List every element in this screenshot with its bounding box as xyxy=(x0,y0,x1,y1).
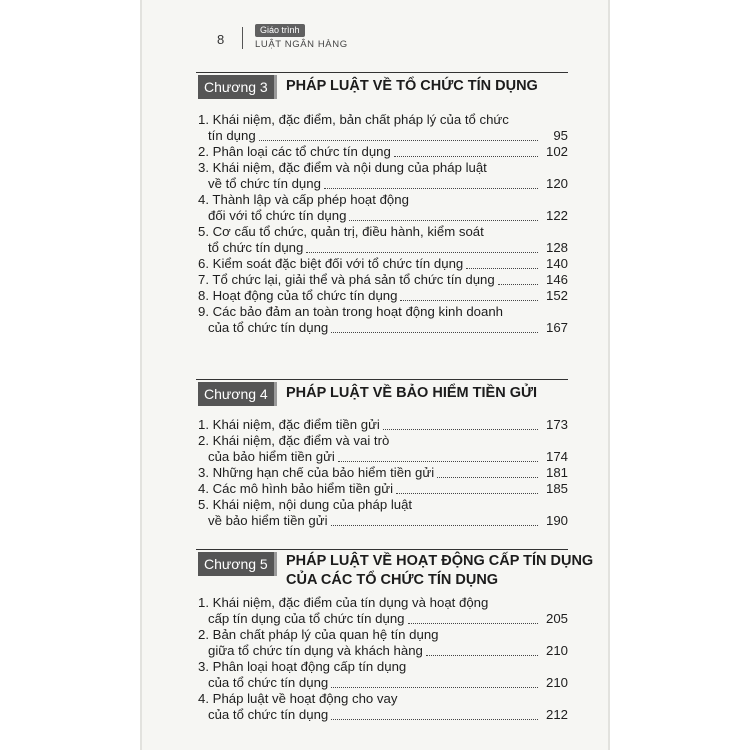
toc-page-number: 152 xyxy=(545,288,568,303)
toc-entry-text: 8. Hoạt động của tổ chức tín dụng xyxy=(198,288,398,303)
toc-entry[interactable] xyxy=(198,272,568,288)
toc-entry[interactable] xyxy=(198,288,568,304)
toc-page-number: 181 xyxy=(545,465,568,480)
toc-entry[interactable] xyxy=(198,192,568,224)
chapter-rule xyxy=(196,379,568,380)
page-edge-left xyxy=(140,0,142,750)
dot-leader xyxy=(437,476,538,478)
chapter-label: Chương 5 xyxy=(198,552,277,576)
toc-entry-text: của tổ chức tín dụng xyxy=(208,707,329,722)
toc-entry[interactable] xyxy=(198,433,568,465)
chapter-label: Chương 4 xyxy=(198,382,277,406)
dot-leader xyxy=(408,622,538,624)
dot-leader xyxy=(466,267,538,269)
toc-entry-text: đối với tổ chức tín dụng xyxy=(208,208,347,223)
dot-leader xyxy=(331,331,538,333)
chapter-title: CỦA CÁC TỔ CHỨC TÍN DỤNG xyxy=(286,572,499,588)
toc-entry-text: 5. Cơ cấu tổ chức, quản trị, điều hành, kiểm soát xyxy=(198,224,484,239)
dot-leader xyxy=(331,686,538,688)
chapter-title: PHÁP LUẬT VỀ HOẠT ĐỘNG CẤP TÍN DỤNG xyxy=(286,553,594,569)
toc-page-number: 120 xyxy=(545,176,568,191)
chapter-title: PHÁP LUẬT VỀ TỔ CHỨC TÍN DỤNG xyxy=(286,78,538,94)
toc-entry-text: 4. Pháp luật về hoạt động cho vay xyxy=(198,691,398,706)
toc-entry-text: 6. Kiểm soát đặc biệt đối với tổ chức tín dụng xyxy=(198,256,464,271)
toc-entry[interactable] xyxy=(198,256,568,272)
header-divider xyxy=(242,27,243,49)
dot-leader xyxy=(394,155,538,157)
toc-entry-text: 4. Thành lập và cấp phép hoạt động xyxy=(198,192,409,207)
toc-entry-text: 3. Phân loại hoạt động cấp tín dụng xyxy=(198,659,407,674)
toc-entry[interactable] xyxy=(198,417,568,433)
toc-entry-text: của tổ chức tín dụng xyxy=(208,675,329,690)
toc-entry-text: 2. Khái niệm, đặc điểm và vai trò xyxy=(198,433,390,448)
toc-page-number: 128 xyxy=(545,240,568,255)
toc-entry[interactable] xyxy=(198,112,568,144)
chapter-rule xyxy=(196,72,568,73)
toc-entry[interactable] xyxy=(198,160,568,192)
toc-entry[interactable] xyxy=(198,304,568,336)
dot-leader xyxy=(331,524,538,526)
toc-page-number: 205 xyxy=(545,611,568,626)
toc-entry-text: 3. Khái niệm, đặc điểm và nội dung của pháp luật xyxy=(198,160,487,175)
chapter-title: PHÁP LUẬT VỀ BẢO HIỂM TIỀN GỬI xyxy=(286,385,538,401)
toc-entry[interactable] xyxy=(198,659,568,691)
toc-entry-text: tín dụng xyxy=(208,128,256,143)
toc-entry-text: tổ chức tín dụng xyxy=(208,240,304,255)
header-badge: Giáo trình xyxy=(255,24,305,37)
toc-page-number: 140 xyxy=(545,256,568,271)
toc-entry-text: của bảo hiểm tiền gửi xyxy=(208,449,335,464)
dot-leader xyxy=(400,299,538,301)
dot-leader xyxy=(259,139,538,141)
toc-entry[interactable] xyxy=(198,144,568,160)
toc-entry-text: 7. Tổ chức lại, giải thể và phá sản tổ chức tín dụng xyxy=(198,272,495,287)
dot-leader xyxy=(498,283,538,285)
chapter-rule xyxy=(196,549,568,550)
toc-entry-text: 1. Khái niệm, đặc điểm tiền gửi xyxy=(198,417,380,432)
toc-page-number: 212 xyxy=(545,707,568,722)
toc-entry-text: 1. Khái niệm, đặc điểm, bản chất pháp lý của tổ chức xyxy=(198,112,509,127)
dot-leader xyxy=(426,654,538,656)
page-number: 8 xyxy=(217,32,225,47)
toc-entry-text: 2. Bản chất pháp lý của quan hệ tín dụng xyxy=(198,627,439,642)
dot-leader xyxy=(396,492,538,494)
toc-page-number: 210 xyxy=(545,643,568,658)
toc-entry[interactable] xyxy=(198,691,568,723)
toc-entry[interactable] xyxy=(198,497,568,529)
page-edge-right xyxy=(608,0,610,750)
toc-entry-text: của tổ chức tín dụng xyxy=(208,320,329,335)
toc-page-number: 190 xyxy=(545,513,568,528)
toc-entry-text: về bảo hiểm tiền gửi xyxy=(208,513,328,528)
dot-leader xyxy=(324,187,538,189)
header-subtitle: LUẬT NGÂN HÀNG xyxy=(255,39,348,50)
toc-entry-text: 3. Những hạn chế của bảo hiểm tiền gửi xyxy=(198,465,435,480)
dot-leader xyxy=(383,428,538,430)
toc-page-number: 102 xyxy=(545,144,568,159)
toc-page-number: 167 xyxy=(545,320,568,335)
toc-page-number: 210 xyxy=(545,675,568,690)
toc-page-number: 122 xyxy=(545,208,568,223)
dot-leader xyxy=(338,460,538,462)
toc-page-number: 185 xyxy=(545,481,568,496)
toc-page-number: 146 xyxy=(545,272,568,287)
toc-entry-text: 4. Các mô hình bảo hiểm tiền gửi xyxy=(198,481,394,496)
toc-entry-text: giữa tổ chức tín dụng và khách hàng xyxy=(208,643,423,658)
toc-entry[interactable] xyxy=(198,595,568,627)
dot-leader xyxy=(331,718,538,720)
toc-entry-text: 9. Các bảo đảm an toàn trong hoạt động kinh doanh xyxy=(198,304,504,319)
toc-entry[interactable] xyxy=(198,224,568,256)
toc-entry[interactable] xyxy=(198,481,568,497)
toc-entry-text: 2. Phân loại các tổ chức tín dụng xyxy=(198,144,391,159)
toc-page-number: 173 xyxy=(545,417,568,432)
toc-entry-text: cấp tín dụng của tổ chức tín dụng xyxy=(208,611,405,626)
toc-page-number: 174 xyxy=(545,449,568,464)
toc-entry[interactable] xyxy=(198,627,568,659)
dot-leader xyxy=(349,219,538,221)
toc-entry-text: về tổ chức tín dụng xyxy=(208,176,321,191)
chapter-label: Chương 3 xyxy=(198,75,277,99)
toc-entry[interactable] xyxy=(198,465,568,481)
dot-leader xyxy=(306,251,538,253)
toc-entry-text: 5. Khái niệm, nội dung của pháp luật xyxy=(198,497,413,512)
toc-page-number: 95 xyxy=(553,128,568,143)
toc-entry-text: 1. Khái niệm, đặc điểm của tín dụng và hoạt động xyxy=(198,595,489,610)
